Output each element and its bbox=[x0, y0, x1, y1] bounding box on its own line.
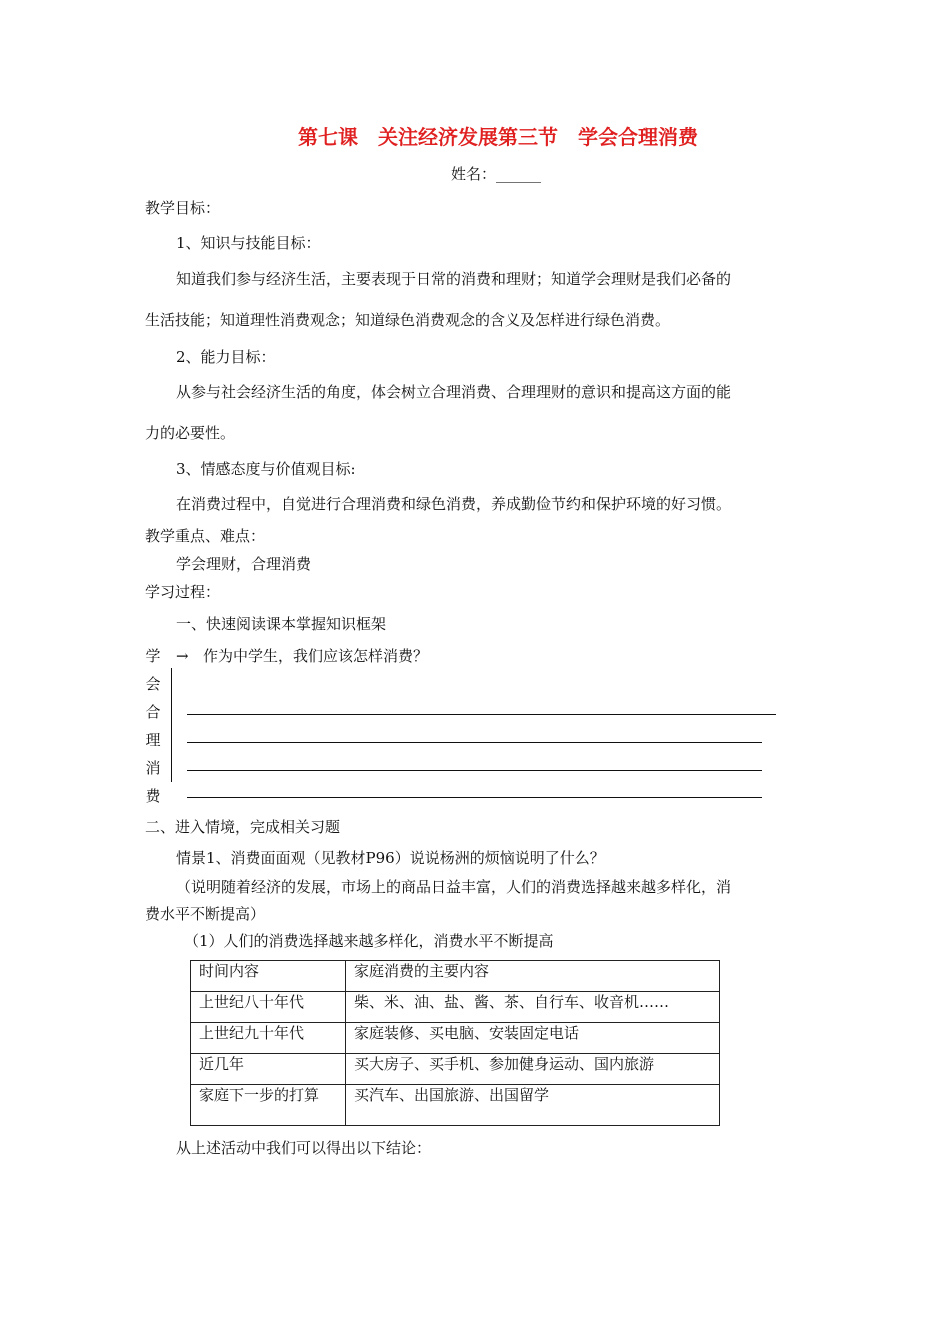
table-cell-content: 买汽车、出国旅游、出国留学 bbox=[346, 1085, 720, 1126]
framework-question: 作为中学生，我们应该怎样消费？ bbox=[203, 647, 429, 665]
table-cell-content: 柴、米、油、盐、酱、茶、自行车、收音机…… bbox=[346, 992, 720, 1023]
process-heading: 学习过程： bbox=[145, 583, 221, 601]
objective-1-text: 知道我们参与经济生活，主要表现于日常的消费和理财；知道学会理财是我们必备的 bbox=[176, 270, 732, 288]
objective-2-text-continued: 力的必要性。 bbox=[145, 424, 236, 442]
scenario-1-answer-continued: 费水平不断提高） bbox=[145, 905, 266, 923]
objective-2-text: 从参与社会经济生活的角度，体会树立合理消费、合理理财的意识和提高这方面的能 bbox=[176, 383, 732, 401]
framework-char: 费 bbox=[145, 787, 161, 805]
section-2-heading: 二、进入情境，完成相关习题 bbox=[145, 818, 341, 836]
name-field-label: 姓名：______ bbox=[451, 165, 542, 183]
table-cell-period: 家庭下一步的打算 bbox=[191, 1085, 346, 1126]
table-row bbox=[191, 1085, 720, 1126]
consumption-table bbox=[190, 960, 720, 1126]
answer-line bbox=[187, 797, 762, 798]
framework-char: 合 bbox=[145, 703, 161, 721]
objective-3-heading: 3、情感态度与价值观目标: bbox=[176, 460, 356, 478]
point-1: （1）人们的消费选择越来越多样化，消费水平不断提高 bbox=[184, 932, 554, 950]
table-row bbox=[191, 1023, 720, 1054]
arrow-icon: → bbox=[176, 647, 189, 665]
table-row bbox=[191, 1054, 720, 1085]
objective-1-heading: 1、知识与技能目标： bbox=[176, 234, 321, 252]
conclusion-prompt: 从上述活动中我们可以得出以下结论： bbox=[176, 1139, 432, 1157]
scenario-1: 情景1、消费面面观（见教材P96）说说杨洲的烦恼说明了什么？ bbox=[176, 849, 605, 867]
table-cell-content: 买大房子、买手机、参加健身运动、国内旅游 bbox=[346, 1054, 720, 1085]
objective-1-text-continued: 生活技能；知道理性消费观念；知道绿色消费观念的含义及怎样进行绿色消费。 bbox=[145, 311, 671, 329]
framework-char: 理 bbox=[145, 731, 161, 749]
table-cell-period: 上世纪九十年代 bbox=[191, 1023, 346, 1054]
framework-char: 会 bbox=[145, 675, 161, 693]
answer-line bbox=[187, 714, 776, 715]
table-header-row bbox=[191, 961, 720, 992]
table-cell-period: 上世纪八十年代 bbox=[191, 992, 346, 1023]
objective-2-heading: 2、能力目标： bbox=[176, 348, 276, 366]
framework-char: 学 bbox=[145, 647, 161, 665]
section-1-heading: 一、快速阅读课本掌握知识框架 bbox=[176, 615, 387, 633]
objectives-heading: 教学目标： bbox=[145, 199, 221, 217]
scenario-1-answer: （说明随着经济的发展，市场上的商品日益丰富，人们的消费选择越来越多样化，消 bbox=[176, 878, 732, 896]
document-title: 第七课 关注经济发展第三节 学会合理消费 bbox=[298, 125, 698, 149]
answer-line bbox=[187, 770, 762, 771]
framework-char: 消 bbox=[145, 759, 161, 777]
table-row bbox=[191, 992, 720, 1023]
table-header-cell: 时间内容 bbox=[191, 961, 346, 992]
table-header-cell: 家庭消费的主要内容 bbox=[346, 961, 720, 992]
table-cell-content: 家庭装修、买电脑、安装固定电话 bbox=[346, 1023, 720, 1054]
keypoints-text: 学会理财，合理消费 bbox=[176, 555, 312, 573]
objective-3-text: 在消费过程中，自觉进行合理消费和绿色消费，养成勤俭节约和保护环境的好习惯。 bbox=[176, 495, 732, 513]
table-cell-period: 近几年 bbox=[191, 1054, 346, 1085]
bracket-line bbox=[171, 668, 172, 782]
answer-line bbox=[187, 742, 762, 743]
keypoints-heading: 教学重点、难点： bbox=[145, 527, 266, 545]
